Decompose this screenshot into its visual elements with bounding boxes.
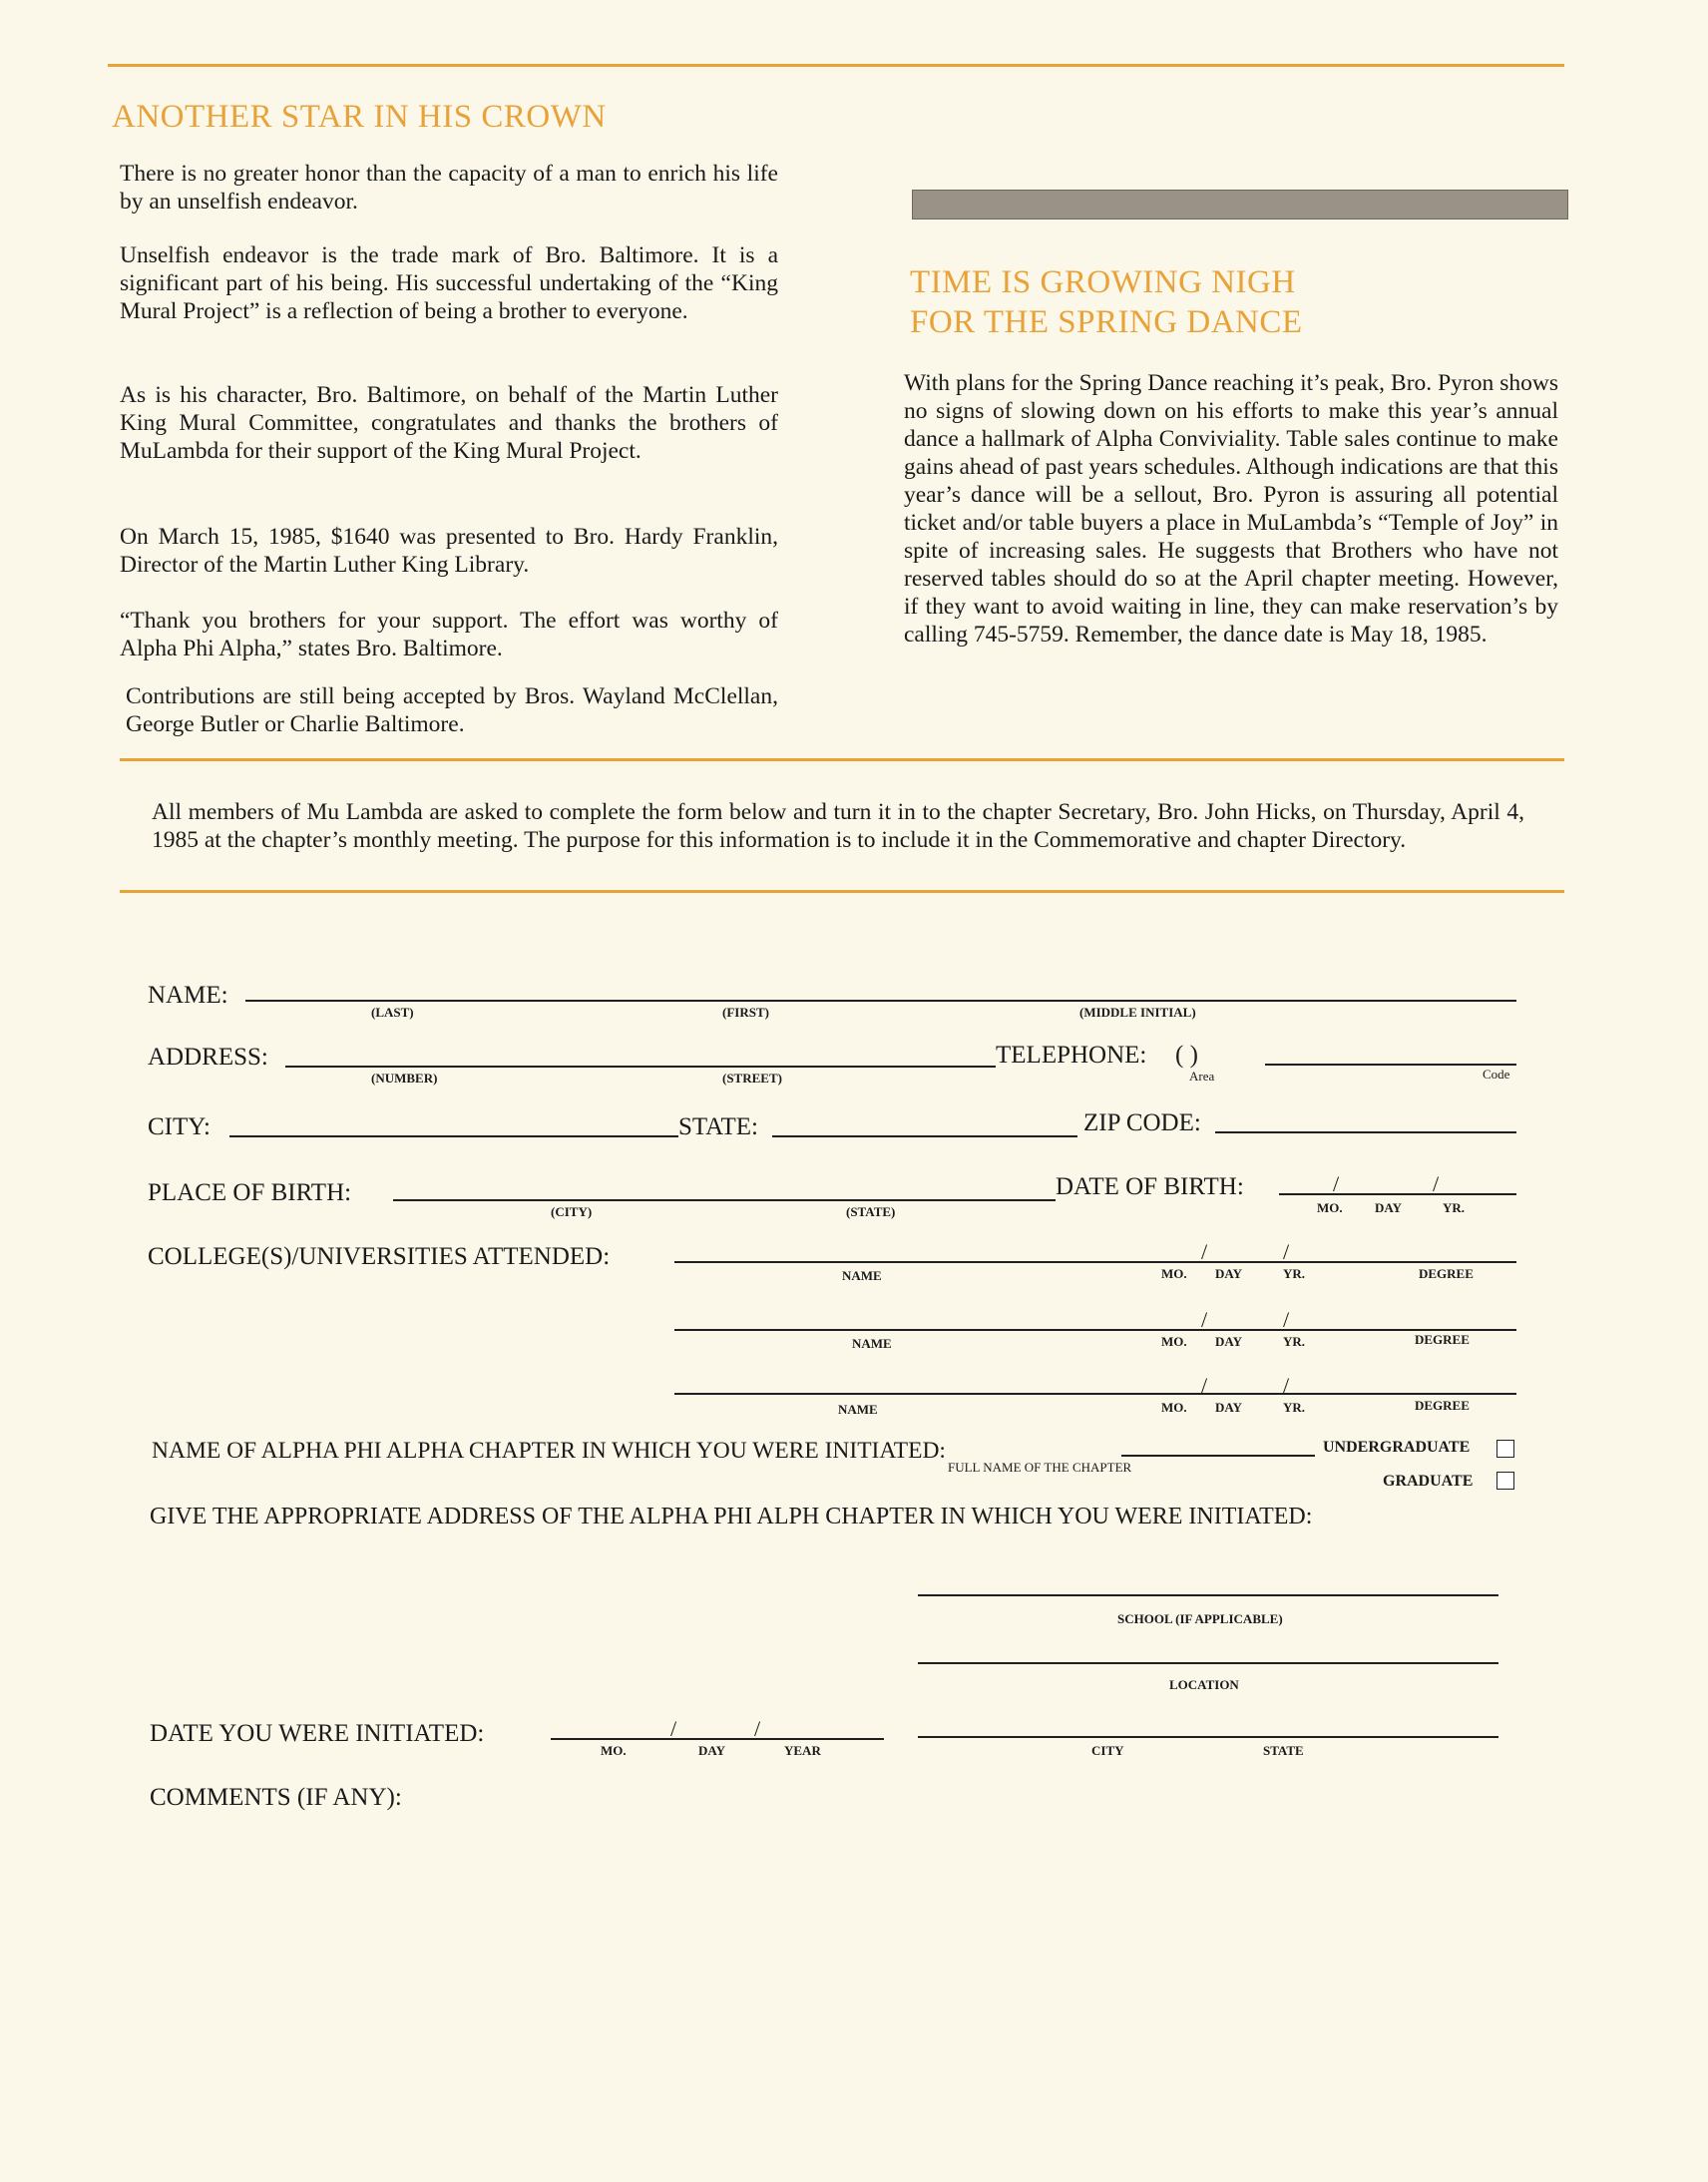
college-3-degree-caption: DEGREE [1415,1398,1470,1413]
graduate-checkbox[interactable] [1496,1472,1514,1490]
birthplace-field[interactable] [393,1199,1056,1201]
school-caption: SCHOOL (IF APPLICABLE) [1117,1611,1283,1626]
address-label: ADDRESS: [148,1044,268,1071]
college-1-degree-caption: DEGREE [1419,1266,1474,1281]
college-label: COLLEGE(S)/UNIVERSITIES ATTENDED: [148,1243,611,1270]
telephone-field[interactable] [1265,1064,1516,1066]
top-rule [108,64,1564,67]
college-2-yr-caption: YR. [1283,1334,1306,1349]
name-first-caption: (FIRST) [722,1005,769,1020]
college-3-yr-caption: YR. [1283,1400,1306,1415]
name-label: NAME: [148,982,228,1009]
comments-area[interactable] [150,1822,1546,2121]
college-3-slash-2: / [1283,1373,1290,1398]
college-3-mo-caption: MO. [1161,1400,1187,1415]
left-paragraph-3: As is his character, Bro. Baltimore, on behalf of the Martin Luther King Mural Committee, congratulates and thanks the brothers of MuLambda for their support of the King Mural Project. [120,382,778,464]
zip-label: ZIP CODE: [1083,1109,1201,1136]
dob-slash-1: / [1333,1171,1340,1196]
dob-yr-caption: YR. [1443,1200,1466,1215]
initiated-mo-caption: MO. [601,1743,627,1758]
left-paragraph-5: “Thank you brothers for your support. The effort was worthy of Alpha Phi Alpha,” states Bro. Baltimore. [120,608,778,661]
left-paragraph-4: On March 15, 1985, $1640 was presented to Bro. Hardy Franklin, Director of the Martin Luther King Library. [120,524,778,578]
college-3-name-caption: NAME [838,1402,878,1417]
college-2-slash-2: / [1283,1307,1290,1332]
right-article-title-line1: TIME IS GROWING NIGH [910,264,1296,300]
initiated-slash-2: / [754,1716,761,1741]
college-1-slash-1: / [1201,1239,1208,1264]
school-field[interactable] [918,1594,1498,1596]
initiated-label: DATE YOU WERE INITIATED: [150,1720,485,1747]
form-instructions: All members of Mu Lambda are asked to complete the form below and turn it in to the chapter Secretary, Bro. John Hicks, on Thursday, April 4, 1985 at the chapter’s monthly meeting. The purpose for this information is to include it in the Commemorative and chapter Directory. [152,799,1524,853]
dob-slash-2: / [1433,1171,1440,1196]
middle-rule [120,758,1564,761]
right-article-body: With plans for the Spring Dance reaching it’s peak, Bro. Pyron shows no signs of slowing down on his efforts to make this year’s annual dance a hallmark of Alpha Conviviality. Table sales continue to make gains ahead of past years schedules. Although indications are that this year’s dance will be a sellout, Bro. Pyron is assuring all potential ticket and/or table buyers a place in MuLambda’s “Temple of Joy” in spite of increasing sales. He suggests that Brothers who have not reserved tables should do so at the April chapter meeting. However, if they want to avoid waiting in line, they can make reservation’s by calling 745-5759. Remember, the dance date is May 18, 1985. [904,370,1558,648]
college-1-slash-2: / [1283,1239,1290,1264]
city-field[interactable] [229,1135,678,1137]
left-paragraph-2: Unselfish endeavor is the trade mark of Bro. Baltimore. It is a significant part of his being. His successful undertaking of the “King Mural Project” is a reflection of being a brother to everyone. [120,242,778,324]
form-top-rule [120,890,1564,893]
dob-mo-caption: MO. [1317,1200,1343,1215]
college-field-2[interactable] [674,1329,1516,1331]
chapter-caption: FULL NAME OF THE CHAPTER [948,1460,1132,1475]
birthplace-label: PLACE OF BIRTH: [148,1179,352,1206]
telephone-code-caption: Code [1483,1067,1510,1082]
initiated-slash-1: / [670,1716,677,1741]
birthplace-state-caption: (STATE) [846,1204,896,1219]
college-field-1[interactable] [674,1261,1516,1263]
college-2-slash-1: / [1201,1307,1208,1332]
left-paragraph-1: There is no greater honor than the capacity of a man to enrich his life by an unselfish endeavor. [120,161,778,215]
state-label: STATE: [678,1113,758,1140]
city-label: CITY: [148,1113,211,1140]
name-field[interactable] [245,1000,1516,1002]
gray-banner-bar [912,190,1568,219]
location-caption: LOCATION [1169,1677,1239,1692]
chapter-address-label: GIVE THE APPROPRIATE ADDRESS OF THE ALPHA PHI ALPH CHAPTER IN WHICH YOU WERE INITIATED: [150,1504,1313,1529]
address-street-caption: (STREET) [722,1071,782,1086]
birthplace-city-caption: (CITY) [551,1204,593,1219]
location-field[interactable] [918,1662,1498,1664]
dob-label: DATE OF BIRTH: [1056,1173,1244,1200]
chapter-state-caption: STATE [1263,1743,1304,1758]
college-1-yr-caption: YR. [1283,1266,1306,1281]
initiated-day-caption: DAY [698,1743,725,1758]
telephone-area-caption: Area [1189,1069,1215,1084]
state-field[interactable] [772,1135,1077,1137]
initiated-field[interactable] [551,1738,884,1740]
telephone-area-paren: ( ) [1175,1042,1198,1069]
college-2-degree-caption: DEGREE [1415,1332,1470,1347]
chapter-label: NAME OF ALPHA PHI ALPHA CHAPTER IN WHICH YOU WERE INITIATED: [152,1438,946,1464]
name-middle-caption: (MIDDLE INITIAL) [1079,1005,1196,1020]
undergraduate-checkbox[interactable] [1496,1440,1514,1458]
college-2-day-caption: DAY [1215,1334,1242,1349]
chapter-city-caption: CITY [1091,1743,1124,1758]
college-1-name-caption: NAME [842,1268,882,1283]
address-number-caption: (NUMBER) [371,1071,438,1086]
dob-day-caption: DAY [1375,1200,1402,1215]
city-state-field[interactable] [918,1736,1498,1738]
undergraduate-label: UNDERGRADUATE [1323,1439,1471,1456]
left-paragraph-6: Contributions are still being accepted by Bros. Wayland McClellan, George Butler or Charlie Baltimore. [126,683,778,737]
zip-field[interactable] [1215,1131,1516,1133]
left-article-title: ANOTHER STAR IN HIS CROWN [112,99,607,135]
college-1-day-caption: DAY [1215,1266,1242,1281]
college-3-day-caption: DAY [1215,1400,1242,1415]
college-2-mo-caption: MO. [1161,1334,1187,1349]
college-field-3[interactable] [674,1393,1516,1395]
college-2-name-caption: NAME [852,1336,892,1351]
address-field[interactable] [285,1066,996,1068]
college-3-slash-1: / [1201,1373,1208,1398]
name-last-caption: (LAST) [371,1005,414,1020]
telephone-label: TELEPHONE: [996,1042,1147,1069]
comments-label: COMMENTS (IF ANY): [150,1784,402,1811]
initiated-year-caption: YEAR [784,1743,821,1758]
dob-field[interactable] [1279,1193,1516,1195]
college-1-mo-caption: MO. [1161,1266,1187,1281]
graduate-label: GRADUATE [1383,1473,1474,1490]
chapter-field[interactable] [1121,1455,1315,1457]
right-article-title-line2: FOR THE SPRING DANCE [910,304,1303,340]
